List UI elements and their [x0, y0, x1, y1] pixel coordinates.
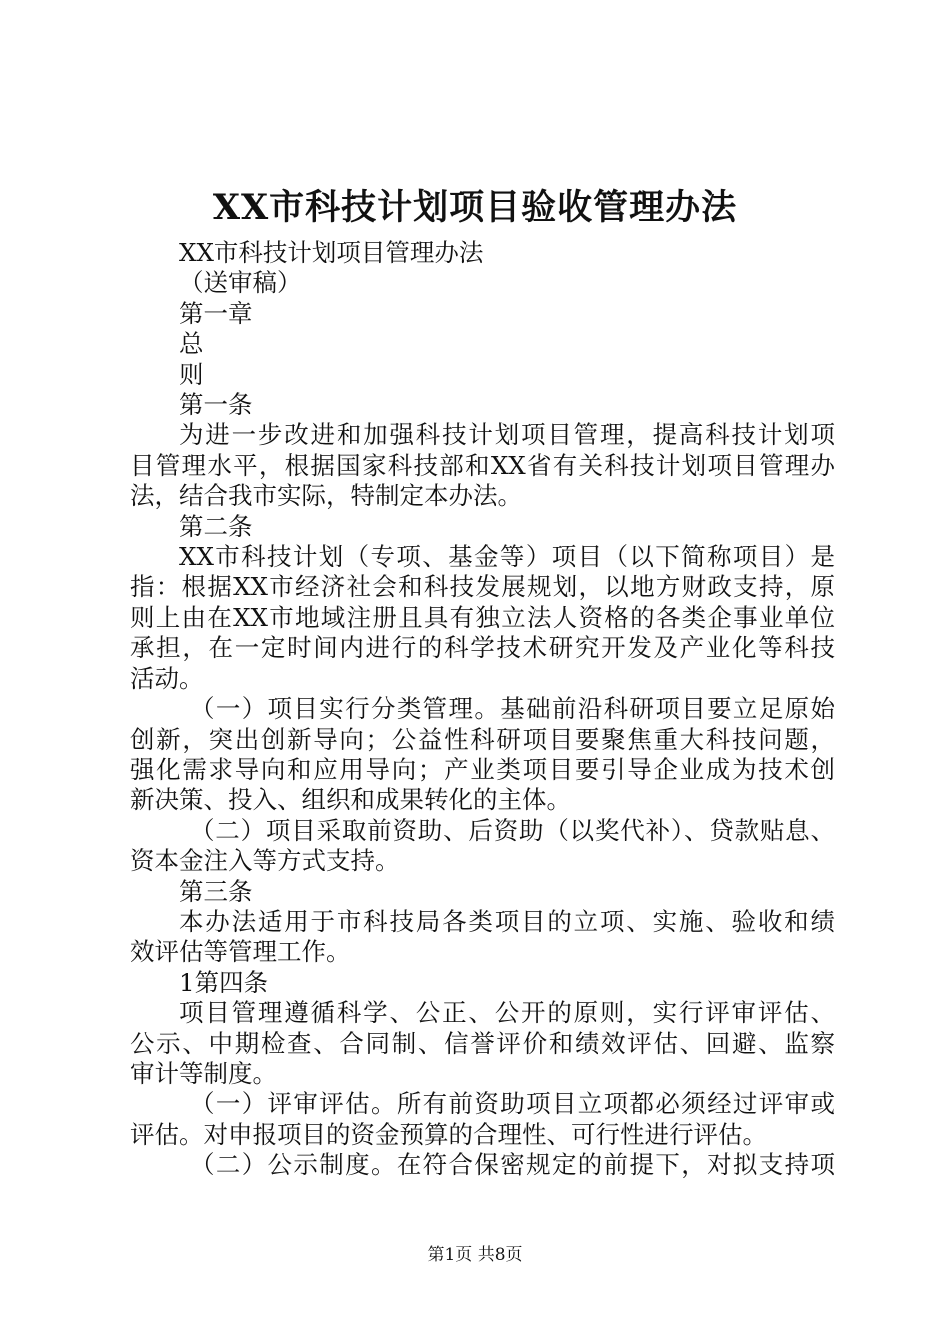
text-line: 评估。对申报项目的资金预算的合理性、可行性进行评估。	[130, 1119, 767, 1149]
text-line: 活动。	[130, 663, 204, 693]
text-line: 第一章	[179, 298, 253, 328]
text-line: 第二条	[179, 511, 253, 541]
text-line: 为进一步改进和加强科技计划项目管理，提高科技计划项	[179, 420, 835, 450]
page-footer: 第1页 共8页	[427, 1245, 523, 1265]
text-line: XX市科技计划（专项、基金等）项目（以下简称项目）是	[179, 542, 835, 572]
text-line: 新决策、投入、组织和成果转化的主体。	[130, 785, 571, 815]
text-line: 审计等制度。	[130, 1058, 277, 1088]
text-line: 承担，在一定时间内进行的科学技术研究开发及产业化等科技	[130, 633, 835, 663]
text-line: 第三条	[179, 876, 253, 906]
text-line: （二）公示制度。在符合保密规定的前提下，对拟支持项	[190, 1150, 835, 1180]
text-line: 效评估等管理工作。	[130, 937, 351, 967]
text-line: 第一条	[179, 390, 253, 420]
text-line: （一）项目实行分类管理。基础前沿科研项目要立足原始	[190, 694, 835, 724]
text-line: 强化需求导向和应用导向；产业类项目要引导企业成为技术创	[130, 754, 835, 784]
text-line: 资本金注入等方式支持。	[130, 846, 400, 876]
text-line: （二）项目采取前资助、后资助（以奖代补）、贷款贴息、	[190, 815, 835, 845]
text-line: （送审稿）	[179, 268, 302, 298]
document-title: XX市科技计划项目验收管理办法	[212, 187, 738, 228]
text-line: 则上由在XX市地域注册且具有独立法人资格的各类企事业单位	[130, 602, 835, 632]
text-line: XX市科技计划项目管理办法	[179, 238, 484, 267]
text-line: 法，结合我市实际，特制定本办法。	[130, 481, 522, 511]
text-line: 项目管理遵循科学、公正、公开的原则，实行评审评估、	[179, 998, 835, 1028]
text-line: 则	[179, 359, 204, 389]
text-line: 总	[179, 329, 204, 359]
document-body	[130, 238, 835, 1181]
text-line: 创新，突出创新导向；公益性科研项目要聚焦重大科技问题，	[130, 724, 835, 754]
text-line: 公示、中期检查、合同制、信誉评价和绩效评估、回避、监察	[130, 1028, 835, 1058]
text-line: （一）评审评估。所有前资助项目立项都必须经过评审或	[190, 1089, 835, 1119]
text-line: 指：根据XX市经济社会和科技发展规划，以地方财政支持，原	[130, 572, 835, 602]
text-line: 1第四条	[179, 967, 269, 997]
text-line: 本办法适用于市科技局各类项目的立项、实施、验收和绩	[179, 906, 835, 936]
text-line: 目管理水平，根据国家科技部和XX省有关科技计划项目管理办	[130, 450, 835, 480]
